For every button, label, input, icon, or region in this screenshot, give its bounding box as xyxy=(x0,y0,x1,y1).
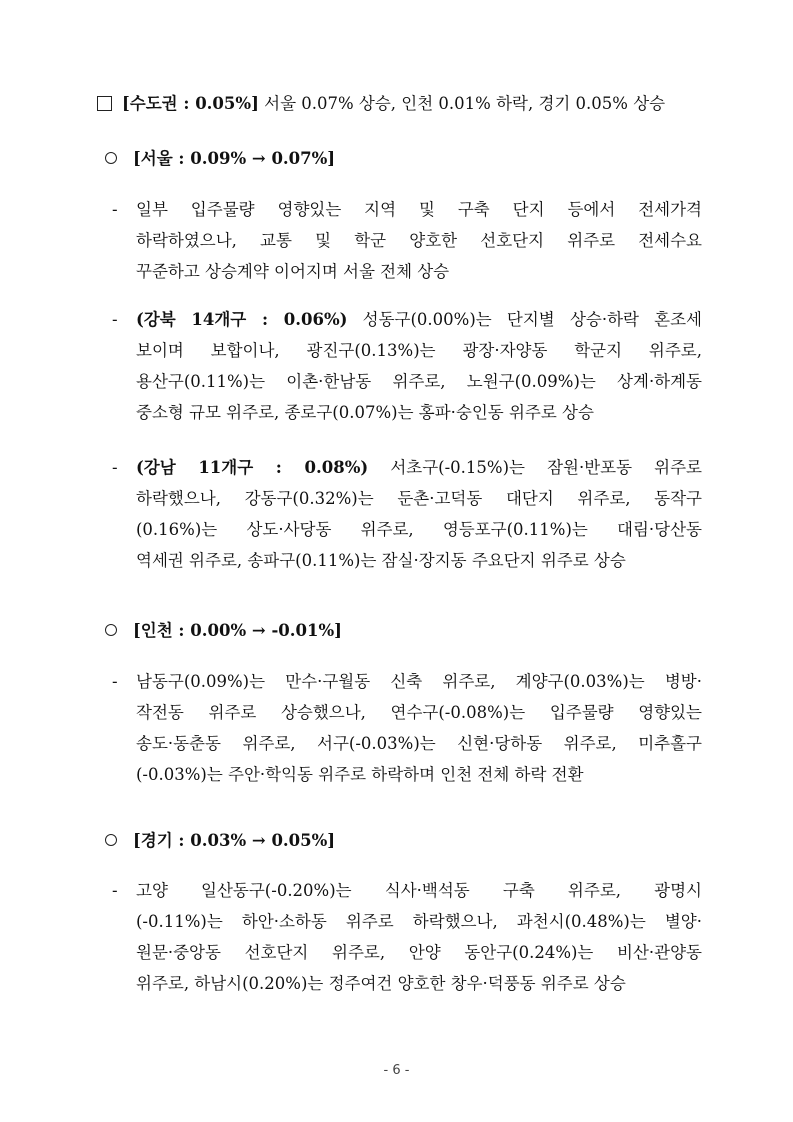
dash-bullet: - xyxy=(112,458,118,477)
text-line: 용산구(0.11%)는 이촌·한남동 위주로, 노원구(0.09%)는 상계·하계동 xyxy=(136,372,702,391)
text-line: 위주로, 하남시(0.20%)는 정주여건 양호한 창우·덕풍동 위주로 상승 xyxy=(136,974,626,993)
section-title: [인천 : 0.00% → -0.01%] xyxy=(133,621,342,640)
text-line: (-0.03%)는 주안·학익동 위주로 하락하며 인천 전체 하락 전환 xyxy=(136,765,584,784)
dash-bullet: - xyxy=(112,672,118,691)
circle-bullet-icon xyxy=(105,624,117,636)
list-item xyxy=(112,194,702,287)
dash-bullet: - xyxy=(112,200,118,219)
text-line-rest: 성동구(0.00%)는 단지별 상승·하락 혼조세 xyxy=(347,310,702,329)
summary-text: 서울 0.07% 상승, 인천 0.01% 하락, 경기 0.05% 상승 xyxy=(258,94,666,113)
list-item xyxy=(112,452,702,576)
section-title: [서울 : 0.09% → 0.07%] xyxy=(133,149,336,168)
text-line: 송도·동춘동 위주로, 서구(-0.03%)는 신현·당하동 위주로, 미추홀구 xyxy=(136,734,702,753)
page-number: - 6 - xyxy=(383,1063,410,1078)
text-line xyxy=(136,304,702,335)
text-line: 하락했으나, 강동구(0.32%)는 둔촌·고덕동 대단지 위주로, 동작구 xyxy=(136,489,702,508)
text-line: 일부 입주물량 영향있는 지역 및 구축 단지 등에서 전세가격 xyxy=(136,200,702,219)
text-line: 고양 일산동구(-0.20%)는 식사·백석동 구축 위주로, 광명시 xyxy=(136,881,702,900)
text-line: 하락하였으나, 교통 및 학군 양호한 선호단지 위주로 전세수요 xyxy=(136,231,702,250)
dash-bullet: - xyxy=(112,881,118,900)
checkbox-square-icon xyxy=(97,96,112,111)
text-line: (0.16%)는 상도·사당동 위주로, 영등포구(0.11%)는 대림·당산동 xyxy=(136,520,702,539)
text-line: 역세권 위주로, 송파구(0.11%)는 잠실·장지동 주요단지 위주로 상승 xyxy=(136,551,626,570)
text-line: 남동구(0.09%)는 만수·구월동 신축 위주로, 계양구(0.03%)는 병방· xyxy=(136,672,702,691)
dash-bullet: - xyxy=(112,310,118,329)
summary-header xyxy=(97,90,707,118)
text-line-rest: 서초구(-0.15%)는 잠원·반포동 위주로 xyxy=(368,458,702,477)
list-item xyxy=(112,304,702,428)
text-line xyxy=(136,452,702,483)
circle-bullet-icon xyxy=(105,834,117,846)
text-line: (-0.11%)는 하안·소하동 위주로 하락했으나, 과천시(0.48%)는 별양· xyxy=(136,912,702,931)
district-group-label: (강남 11개구 : 0.08%) xyxy=(136,458,369,477)
list-item xyxy=(112,666,702,790)
text-line: 작전동 위주로 상승했으나, 연수구(-0.08%)는 입주물량 영향있는 xyxy=(136,703,702,722)
summary-region-label: [수도권 : 0.05%] xyxy=(122,94,259,113)
section-heading-gyeonggi xyxy=(105,827,335,855)
list-item xyxy=(112,875,702,999)
text-line: 중소형 규모 위주로, 종로구(0.07%)는 홍파·숭인동 위주로 상승 xyxy=(136,403,594,422)
section-heading-seoul xyxy=(105,145,335,173)
text-line: 원문·중앙동 선호단지 위주로, 안양 동안구(0.24%)는 비산·관양동 xyxy=(136,943,702,962)
text-line: 꾸준하고 상승계약 이어지며 서울 전체 상승 xyxy=(136,262,450,281)
section-heading-incheon xyxy=(105,617,342,645)
district-group-label: (강북 14개구 : 0.06%) xyxy=(136,310,348,329)
circle-bullet-icon xyxy=(105,152,117,164)
section-title: [경기 : 0.03% → 0.05%] xyxy=(133,831,336,850)
text-line: 보이며 보합이나, 광진구(0.13%)는 광장·자양동 학군지 위주로, xyxy=(136,341,702,360)
